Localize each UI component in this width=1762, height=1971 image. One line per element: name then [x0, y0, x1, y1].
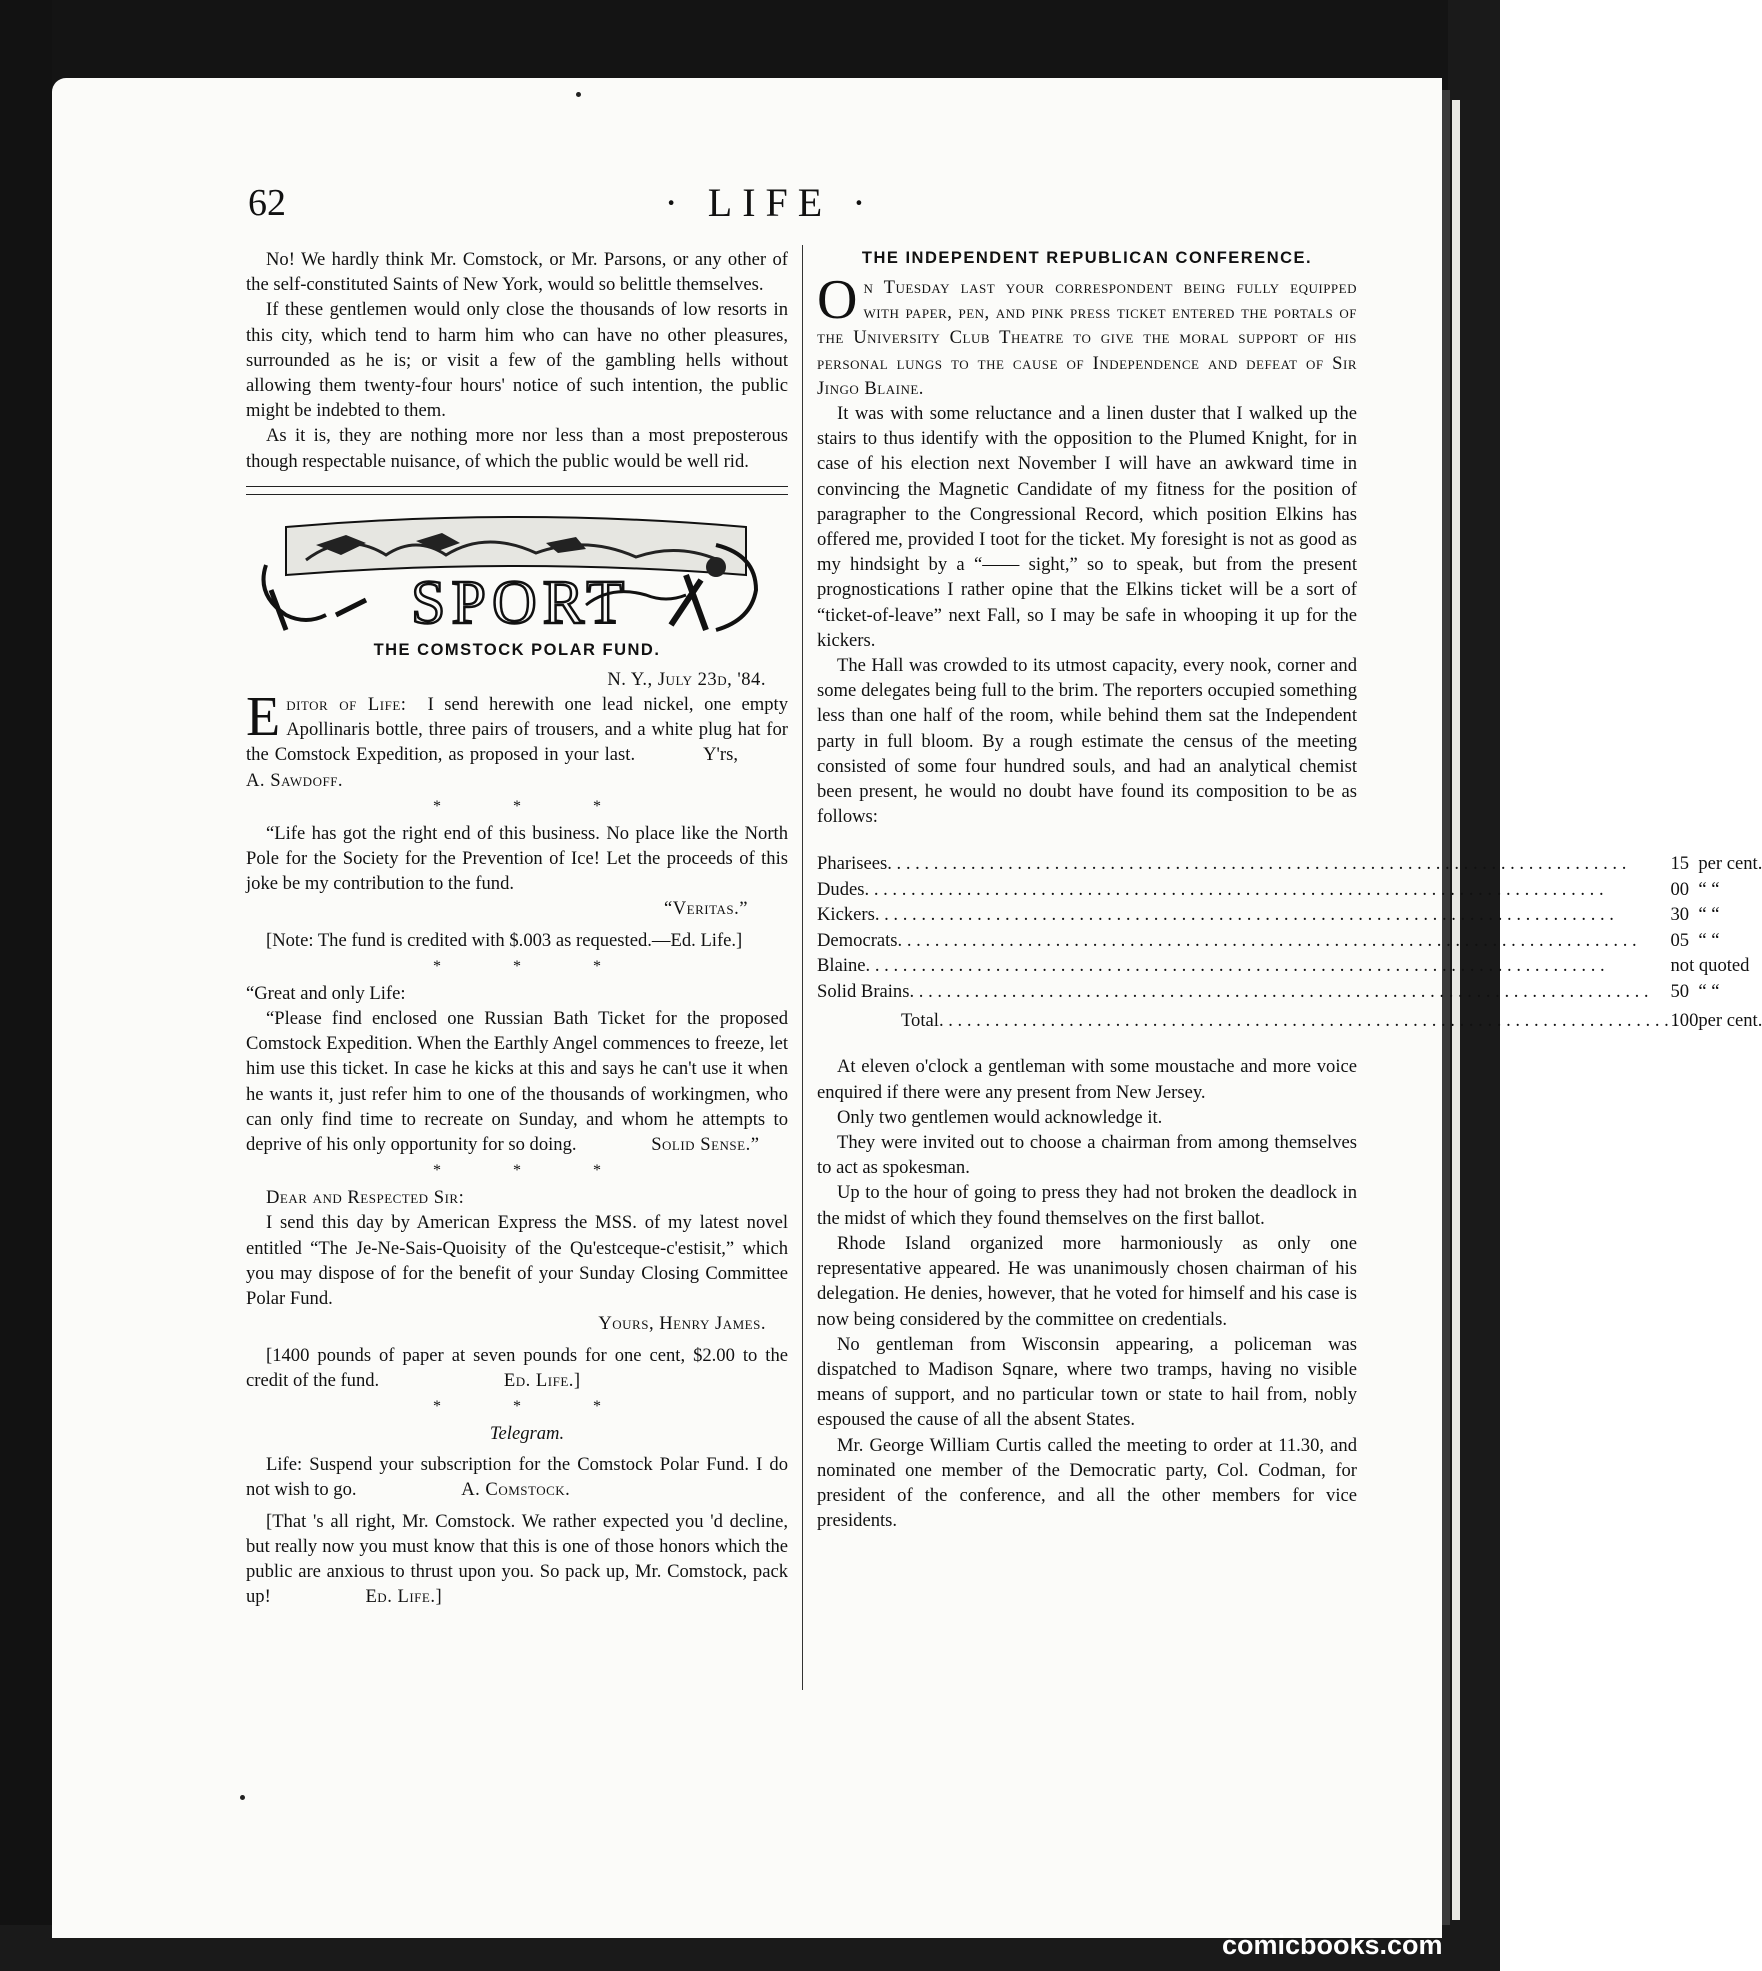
section-stars: * * *	[433, 1162, 635, 1180]
census-unit: “ “	[1698, 878, 1720, 900]
census-label: Pharisees	[817, 853, 888, 875]
census-value: 100	[1670, 1010, 1699, 1032]
signature: Yours, Henry James.	[598, 1313, 766, 1335]
letter-henry-james: I send this day by American Express the MSS. of my latest novel entitled “The Je-Ne-Sais-Quoisity of the Qu'estceque-c'estisit,” which you may dispose of for the benefit of your Sunday Closing Committee Polar Fund.	[246, 1212, 788, 1310]
article-paragraph-4: At eleven o'clock a gentleman with some moustache and more voice enquired if there were any present from New Jersey.	[817, 1056, 1357, 1103]
census-label: Total	[901, 1010, 939, 1032]
census-value: 05	[1670, 929, 1690, 951]
telegram-title: Telegram.	[489, 1422, 565, 1444]
census-label: Dudes	[817, 878, 865, 900]
census-unit: “ “	[1698, 980, 1720, 1002]
editor-note: [Note: The fund is credited with $.003 as requested.—Ed. Life.]	[266, 929, 743, 951]
article-paragraph-5: Only two gentlemen would acknowledge it.	[837, 1106, 1163, 1128]
census-value: 00	[1670, 878, 1690, 900]
census-label: Kickers	[817, 904, 875, 926]
salutation: “Great and only Life:	[246, 982, 406, 1004]
census-row: Blaine. . . . . . . . . . . . . . . . . . . . . . . . . . . . . . . . . . . . . . . . . . . . . . . . . . . . . . . . . . . . . . . . . . . . . . . . . . . . . . . . not quoted	[817, 953, 1762, 979]
census-row: Pharisees. . . . . . . . . . . . . . . . . . . . . . . . . . . . . . . . . . . . . . . . . . . . . . . . . . . . . . . . . . . . . . . . . . . . . . . . . . . . . . . . 15 per cent.	[817, 851, 1762, 877]
dropcap: E	[246, 686, 281, 749]
census-table	[817, 851, 1762, 1038]
signature: A. Sawdoff.	[246, 769, 344, 791]
intro-paragraph-3: As it is, they are nothing more nor less than a most preposterous though respectable nuisance, of which the public would be well rid.	[246, 425, 788, 472]
page-number: 62	[248, 182, 286, 224]
section-double-rule	[246, 486, 788, 495]
census-label: Blaine	[817, 955, 866, 977]
column-divider	[802, 245, 803, 1690]
article-heading: THE INDEPENDENT REPUBLICAN CONFERENCE.	[861, 249, 1313, 267]
census-row: Solid Brains. . . . . . . . . . . . . . . . . . . . . . . . . . . . . . . . . . . . . . . . . . . . . . . . . . . . . . . . . . . . . . . . . . . . . . . . . . . . . . . . 50 “ “	[817, 979, 1762, 1005]
telegram-body: Life: Suspend your subscription for the Comstock Polar Fund. I do not wish to go. A. Comstock.	[246, 1454, 788, 1501]
census-value: 30	[1670, 904, 1690, 926]
article-paragraph-8: Rhode Island organized more harmoniously as only one representative appeared. He was unanimously chosen chairman of his delegation. He denies, however, that he voted for himself and his case is now being considered by the committee on credentials.	[817, 1232, 1357, 1330]
article-paragraph-10: Mr. George William Curtis called the meeting to order at 11.30, and nominated one member of the Democratic party, Col. Codman, for president of the conference, and all the other members for vice presidents.	[817, 1434, 1357, 1532]
watermark: comicbooks.com	[1222, 1930, 1443, 1960]
census-value: 50	[1670, 980, 1690, 1002]
scan-speck	[240, 1795, 245, 1800]
census-unit: per cent.	[1698, 853, 1762, 875]
census-row: Dudes. . . . . . . . . . . . . . . . . . . . . . . . . . . . . . . . . . . . . . . . . . . . . . . . . . . . . . . . . . . . . . . . . . . . . . . . . . . . . . . . 00 “ “	[817, 877, 1762, 903]
section-stars: * * *	[433, 797, 635, 815]
editor-reply: [That 's all right, Mr. Comstock. We rather expected you 'd decline, but really now you must know that this is one of those honors which the public are anxious to thrust upon you. So pack up, Mr. Comstock, pack up! Ed. Life.]	[246, 1510, 788, 1608]
intro-paragraph-1: No! We hardly think Mr. Comstock, or Mr. Parsons, or any other of the self-constituted Saints of New York, would so belittle themselves.	[246, 249, 788, 296]
right-column	[817, 247, 1762, 1533]
article-paragraph-1: On Tuesday last your correspondent being fully equipped with paper, pen, and pink press ticket entered the portals of the University Club Theatre to give the moral support of his personal lungs to the cause of Independence and defeat of Sir Jingo Blaine.	[817, 269, 1357, 399]
scan-border-left	[0, 0, 52, 1971]
scan-speck	[576, 92, 581, 97]
signature: “Veritas.”	[663, 898, 748, 920]
article-paragraph-9: No gentleman from Wisconsin appearing, a policeman was dispatched to Madison Sqnare, where two tramps, having no visible means of support, and no particular town or state to hail from, nobly espoused the cause of all the absent States.	[817, 1333, 1357, 1431]
dropcap: O	[817, 269, 858, 331]
census-row: Democrats. . . . . . . . . . . . . . . . . . . . . . . . . . . . . . . . . . . . . . . . . . . . . . . . . . . . . . . . . . . . . . . . . . . . . . . . . . . . . . . . 05 “ “	[817, 928, 1762, 954]
census-row: Kickers. . . . . . . . . . . . . . . . . . . . . . . . . . . . . . . . . . . . . . . . . . . . . . . . . . . . . . . . . . . . . . . . . . . . . . . . . . . . . . . . 30 “ “	[817, 902, 1762, 928]
section-stars: * * *	[433, 957, 635, 975]
census-value: not quoted	[1670, 955, 1750, 977]
dateline: N. Y., July 23d, '84.	[607, 668, 766, 690]
signature: A. Comstock.	[461, 1479, 571, 1501]
census-unit: “ “	[1698, 929, 1720, 951]
left-column	[246, 247, 788, 1609]
census-total-row: Total. . . . . . . . . . . . . . . . . . . . . . . . . . . . . . . . . . . . . . . . . . . . . . . . . . . . . . . . . . . . . . . . . . . . . . . . . . . . . . . . 100 per cent.	[817, 1004, 1762, 1038]
section-stars: * * *	[433, 1397, 635, 1415]
sport-banner-illustration	[246, 505, 788, 635]
signature: Solid Sense.”	[651, 1134, 760, 1156]
census-label: Democrats	[817, 929, 898, 951]
letter-solid-sense: “Please find enclosed one Russian Bath Ticket for the proposed Comstock Expedition. When the Earthly Angel commences to freeze, let him use this ticket. In case he kicks at this and says he can't use it when he wants it, just refer him to one of the thousands of workingmen, who can only find time to recreate on Sunday, and whom he attempts to deprive of his only opportunity for so doing. Solid Sense.”	[246, 1008, 788, 1156]
article-paragraph-7: Up to the hour of going to press they had not broken the deadlock in the midst of which they found themselves on the first ballot.	[817, 1182, 1357, 1229]
census-unit: per cent.	[1698, 1010, 1762, 1032]
sport-banner-lettering: SPORT	[411, 568, 631, 637]
editor-note-2: [1400 pounds of paper at seven pounds for one cent, $2.00 to the credit of the fund. Ed. Life.]	[246, 1344, 788, 1391]
letter-veritas: “Life has got the right end of this business. No place like the North Pole for the Society for the Prevention of Ice! Let the proceeds of this joke be my contribution to the fund.	[246, 822, 788, 895]
census-label: Solid Brains	[817, 980, 910, 1002]
article-paragraph-2: It was with some reluctance and a linen duster that I walked up the stairs to thus identify with the opposition to the Plumed Knight, for in case of his election next November I will have an awkward time in convincing the Magnetic Candidate of my fitness for the position of paragrapher to the Congressional Record, which position Elkins has offered me, provided I toot for the ticket. My foresight is not as good as my hindsight by a “—— sight,” so to speak, but from the present prognostications I rather opine that the Elkins ticket will be a sort of “ticket-of-leave” next Fall, so I may be safe in whooping it up for the kickers.	[817, 403, 1357, 651]
article-paragraph-6: They were invited out to choose a chairman from among themselves to act as spokesman.	[817, 1132, 1357, 1179]
masthead-title: · LIFE ·	[664, 180, 876, 225]
salutation: Dear and Respected Sir:	[266, 1187, 465, 1209]
intro-paragraph-2: If these gentlemen would only close the thousands of low resorts in this city, which tend to harm him who can have no other pleasures, surrounded as he is; or visit a few of the gambling hells without allowing them twenty-four hours' notice of such intention, the public might be indebted to them.	[246, 299, 788, 422]
article-paragraph-3: The Hall was crowded to its utmost capacity, every nook, corner and some delegates being full to the brim. The reporters occupied something less than one half of the room, while behind them sat the Independent party in full bloom. By a rough estimate the census of the meeting consisted of some four hundred souls, and had an analytical chemist been present, he would no doubt have found its composition to be as follows:	[817, 655, 1357, 828]
census-unit: “ “	[1698, 904, 1720, 926]
census-value: 15	[1670, 853, 1690, 875]
article-heading: THE COMSTOCK POLAR FUND.	[373, 640, 661, 659]
letter-sawdoff: Editor of Life: I send herewith one lead nickel, one empty Apollinaris bottle, three pairs of trousers, and a white plug hat for the Comstock Expedition, as proposed in your last. Y'rs, A. Sawdoff.	[246, 686, 788, 791]
